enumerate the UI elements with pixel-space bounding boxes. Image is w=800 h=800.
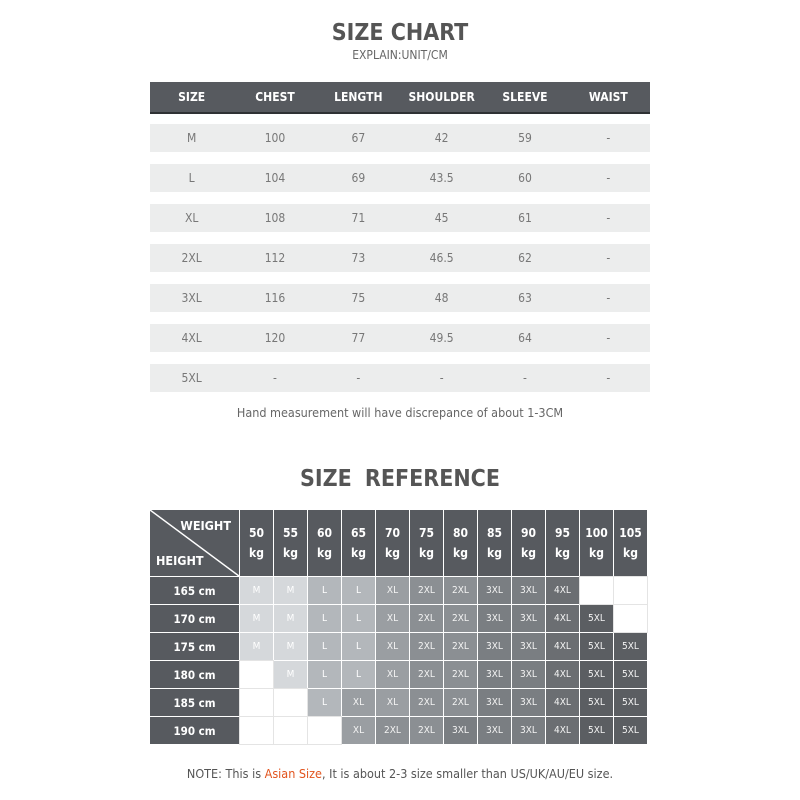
size-cell: -: [273, 371, 277, 385]
height-label: HEIGHT: [156, 553, 204, 568]
size-reference-cell: 2XL: [376, 717, 409, 744]
size-reference-cell: [274, 689, 307, 716]
weight-column-header: [614, 510, 647, 576]
height-row-header: 165 cm: [150, 576, 239, 604]
size-reference-cell: M: [240, 605, 273, 632]
size-cell: 43.5: [429, 171, 454, 185]
size-reference-cell: M: [274, 605, 307, 632]
size-cell: 60: [518, 171, 532, 185]
header-chest: CHEST: [255, 90, 295, 104]
size-cell: 4XL: [181, 331, 202, 345]
weight-column-header: [376, 510, 409, 576]
size-reference-cell: 3XL: [512, 717, 545, 744]
size-reference-title: SIZE REFERENCE: [299, 466, 500, 492]
weight-unit: kg: [249, 546, 264, 560]
size-reference-cell: 3XL: [512, 577, 545, 604]
size-reference-cell: [240, 717, 273, 744]
size-reference-cell: 2XL: [444, 689, 477, 716]
size-cell: 49.5: [429, 331, 454, 345]
size-cell: -: [439, 371, 444, 385]
size-cell: XL: [184, 211, 199, 225]
height-row-header: 180 cm: [150, 660, 239, 688]
size-reference-table: [150, 510, 649, 746]
header-shoulder: SHOULDER: [408, 90, 475, 104]
weight-unit: kg: [283, 546, 298, 560]
size-reference-cell: M: [274, 661, 307, 688]
size-cell: 63: [518, 291, 532, 305]
size-reference-cell: L: [308, 661, 341, 688]
size-reference-cell: 5XL: [580, 717, 613, 744]
weight-unit: kg: [487, 546, 502, 560]
size-reference-cell: [614, 577, 647, 604]
weight-value: 85: [486, 526, 503, 540]
size-cell: -: [606, 331, 611, 345]
asian-size-note: [0, 766, 800, 781]
weight-value: 80: [452, 526, 469, 540]
size-reference-cell: M: [240, 633, 273, 660]
weight-unit: kg: [419, 546, 434, 560]
size-row: [150, 164, 650, 192]
weight-column-header: [580, 510, 613, 576]
size-reference-cell: [240, 661, 273, 688]
size-cell: 46.5: [429, 251, 454, 265]
header-waist: WAIST: [588, 90, 628, 104]
size-cell: -: [606, 211, 611, 225]
size-reference-cell: 5XL: [580, 661, 613, 688]
size-reference-cell: L: [342, 661, 375, 688]
size-reference-cell: 5XL: [580, 633, 613, 660]
weight-value: 105: [619, 526, 642, 540]
size-reference-cell: L: [308, 605, 341, 632]
size-reference-cell: XL: [376, 577, 409, 604]
weight-value: 100: [585, 526, 608, 540]
size-cell: -: [523, 371, 527, 385]
size-reference-cell: XL: [342, 689, 375, 716]
size-cell: 77: [351, 331, 366, 345]
size-row: [150, 324, 650, 352]
weight-unit: kg: [385, 546, 400, 560]
size-reference-cell: XL: [376, 661, 409, 688]
size-reference-cell: 2XL: [410, 717, 443, 744]
size-reference-cell: 2XL: [444, 633, 477, 660]
size-reference-cell: XL: [376, 689, 409, 716]
size-chart-header: [150, 82, 650, 114]
size-cell: 116: [264, 291, 286, 305]
height-row-header: 185 cm: [150, 688, 239, 716]
size-reference-cell: 4XL: [546, 689, 579, 716]
size-cell: 75: [351, 291, 366, 305]
size-reference-cell: 5XL: [614, 689, 647, 716]
size-reference-cell: L: [342, 633, 375, 660]
weight-value: 75: [418, 526, 435, 540]
height-row-header: 170 cm: [150, 604, 239, 632]
size-row: [150, 124, 650, 152]
size-cell: L: [188, 171, 195, 185]
size-cell: 104: [264, 171, 286, 185]
weight-unit: kg: [555, 546, 570, 560]
size-reference-cell: L: [308, 689, 341, 716]
size-cell: -: [606, 171, 611, 185]
size-reference-cell: XL: [342, 717, 375, 744]
size-reference-cell: 3XL: [478, 717, 511, 744]
size-row: [150, 284, 650, 312]
size-cell: -: [606, 291, 611, 305]
size-reference-cell: 5XL: [614, 633, 647, 660]
weight-column-header: [274, 510, 307, 576]
size-cell: 45: [434, 211, 449, 225]
size-reference-cell: 3XL: [512, 661, 545, 688]
size-reference-cell: [580, 577, 613, 604]
weight-column-header: [342, 510, 375, 576]
size-reference-cell: M: [240, 577, 273, 604]
header-length: LENGTH: [334, 90, 383, 104]
size-cell: -: [356, 371, 361, 385]
size-reference-cell: XL: [376, 605, 409, 632]
header-sleeve: SLEEVE: [502, 90, 548, 104]
size-cell: 108: [264, 211, 286, 225]
weight-column-header: [546, 510, 579, 576]
size-cell: 62: [518, 251, 532, 265]
weight-column-header: [240, 510, 273, 576]
weight-column-header: [444, 510, 477, 576]
size-cell: 48: [434, 291, 449, 305]
size-reference-cell: 5XL: [580, 605, 613, 632]
weight-unit: kg: [453, 546, 468, 560]
size-reference-cell: 4XL: [546, 717, 579, 744]
size-cell: -: [606, 371, 611, 385]
size-reference-cell: 3XL: [478, 689, 511, 716]
size-reference-cell: [308, 717, 341, 744]
size-reference-cell: 2XL: [410, 605, 443, 632]
weight-unit: kg: [521, 546, 536, 560]
weight-value: 95: [554, 526, 571, 540]
size-reference-cell: XL: [376, 633, 409, 660]
size-reference-cell: 3XL: [444, 717, 477, 744]
size-cell: M: [187, 131, 197, 145]
size-reference-cell: L: [308, 633, 341, 660]
size-reference-cell: M: [274, 577, 307, 604]
note-suffix: , It is about 2-3 size smaller than US/UK/AU/EU size.: [321, 766, 614, 781]
weight-value: 65: [350, 526, 367, 540]
weight-column-header: [410, 510, 443, 576]
size-reference-cell: 2XL: [410, 689, 443, 716]
size-cell: 69: [351, 171, 366, 185]
size-reference-cell: 4XL: [546, 633, 579, 660]
height-row-header: 190 cm: [150, 716, 239, 744]
reference-corner-cell: [150, 510, 240, 576]
weight-label: WEIGHT: [180, 518, 231, 533]
weight-value: 60: [316, 526, 333, 540]
size-reference-cell: 2XL: [410, 577, 443, 604]
size-reference-cell: [274, 717, 307, 744]
weight-unit: kg: [317, 546, 332, 560]
size-cell: 112: [264, 251, 286, 265]
size-reference-cell: 2XL: [410, 661, 443, 688]
size-reference-cell: 5XL: [614, 717, 647, 744]
weight-value: 70: [384, 526, 401, 540]
size-reference-cell: L: [308, 577, 341, 604]
size-cell: 71: [351, 211, 366, 225]
size-chart-subtitle: EXPLAIN:UNIT/CM: [352, 48, 448, 62]
size-reference-cell: 5XL: [614, 661, 647, 688]
size-reference-cell: 4XL: [546, 577, 579, 604]
measurement-note: Hand measurement will have discrepance of about 1-3CM: [236, 405, 564, 420]
size-reference-cell: 2XL: [444, 577, 477, 604]
size-reference-cell: L: [342, 577, 375, 604]
size-cell: 59: [518, 131, 532, 145]
size-cell: 64: [518, 331, 532, 345]
size-row: [150, 364, 650, 392]
size-cell: -: [606, 251, 611, 265]
size-reference-cell: 2XL: [444, 605, 477, 632]
weight-unit: kg: [623, 546, 638, 560]
size-reference-cell: [614, 605, 647, 632]
size-reference-cell: 2XL: [444, 661, 477, 688]
size-cell: 42: [434, 131, 449, 145]
weight-column-header: [478, 510, 511, 576]
size-cell: 5XL: [181, 371, 202, 385]
size-reference-cell: L: [342, 605, 375, 632]
header-size: SIZE: [178, 90, 206, 104]
size-reference-cell: M: [274, 633, 307, 660]
size-chart-title: SIZE CHART: [331, 20, 469, 46]
note-prefix: NOTE: This is: [186, 766, 265, 781]
size-cell: 67: [351, 131, 366, 145]
size-cell: 100: [264, 131, 286, 145]
size-reference-cell: 3XL: [512, 633, 545, 660]
size-row: [150, 204, 650, 232]
size-cell: 61: [518, 211, 532, 225]
size-row: [150, 244, 650, 272]
size-cell: 3XL: [181, 291, 202, 305]
size-reference-cell: [240, 689, 273, 716]
weight-value: 50: [248, 526, 265, 540]
size-reference-cell: 3XL: [478, 577, 511, 604]
size-reference-cell: 3XL: [512, 605, 545, 632]
size-reference-cell: 4XL: [546, 661, 579, 688]
size-cell: 120: [264, 331, 286, 345]
size-reference-cell: 3XL: [478, 633, 511, 660]
weight-column-header: [512, 510, 545, 576]
weight-column-header: [308, 510, 341, 576]
size-reference-cell: 3XL: [478, 605, 511, 632]
size-cell: 73: [351, 251, 366, 265]
size-cell: -: [606, 131, 611, 145]
size-reference-cell: 3XL: [512, 689, 545, 716]
size-reference-cell: 4XL: [546, 605, 579, 632]
weight-value: 90: [520, 526, 537, 540]
weight-unit: kg: [589, 546, 604, 560]
size-reference-cell: 2XL: [410, 633, 443, 660]
size-reference-cell: 3XL: [478, 661, 511, 688]
size-cell: 2XL: [181, 251, 202, 265]
weight-value: 55: [282, 526, 299, 540]
size-reference-cell: 5XL: [580, 689, 613, 716]
height-row-header: 175 cm: [150, 632, 239, 660]
note-highlight: Asian Size: [264, 766, 322, 781]
weight-unit: kg: [351, 546, 366, 560]
